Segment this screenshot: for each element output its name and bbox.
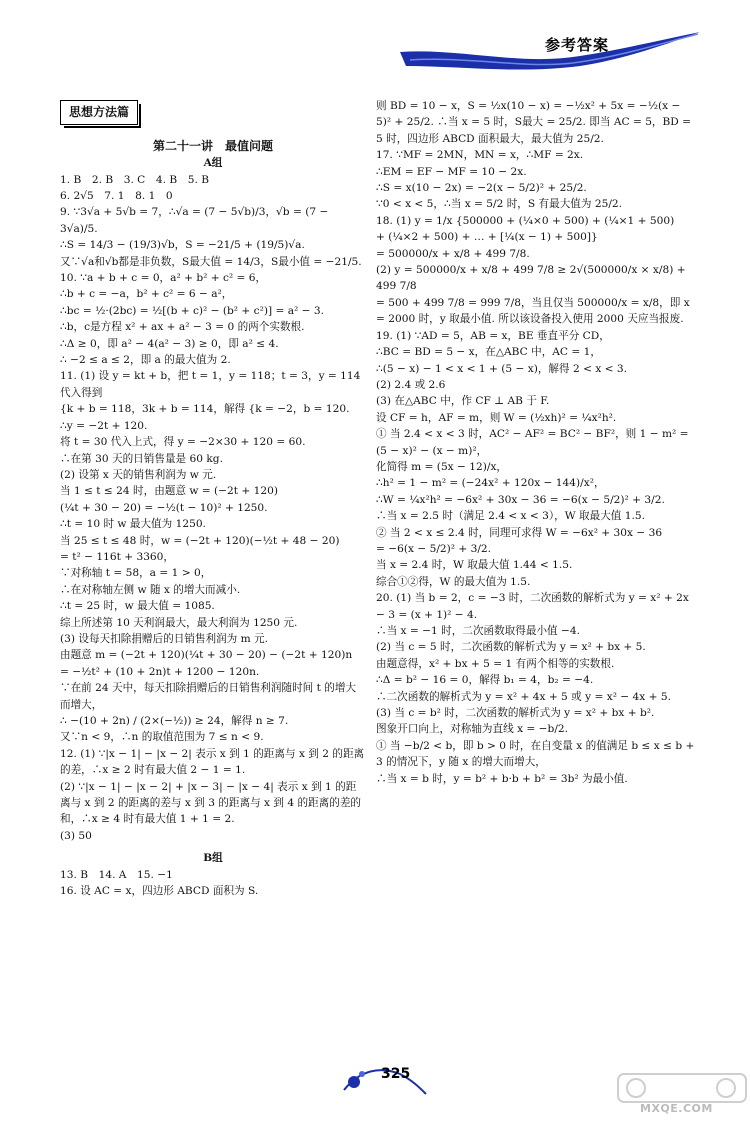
answer-line: ∴b，c是方程 x² + ax + a² − 3 = 0 的两个实数根.: [60, 321, 305, 334]
left-answers: [60, 172, 366, 845]
answer-line: ∴当 x = 2.5 时（满足 2.4 < x < 3），W 取最大值 1.5.: [376, 510, 645, 523]
answer-line: ∴在对称轴左侧 w 随 x 的增大而减小.: [60, 583, 241, 596]
answer-line: 当 x = 2.4 时，W 取最大值 1.44 < 1.5.: [376, 559, 573, 572]
answer-line: ∴ −2 ≤ a ≤ 2，即 a 的最大值为 2.: [60, 354, 231, 367]
answer-line: ∴在第 30 天的日销售量是 60 kg.: [60, 452, 223, 465]
answer-line: 20. (1) 当 b = 2，c = −3 时，二次函数的解析式为 y = x² + 2x − 3 = (x + 1)² − 4.: [376, 592, 689, 621]
lecture-title: 第二十一讲 最值问题: [152, 138, 273, 153]
answer-line: 又∵√a和√b都是非负数，S最大值 = 14/3，S最小值 = −21/5.: [60, 255, 362, 268]
right-column: [376, 98, 698, 787]
right-answers: [376, 98, 698, 787]
answer-line: ∵0 < x < 5，∴当 x = 5/2 时，S 有最大值为 25/2.: [376, 198, 623, 211]
answer-line: ① 当 −b/2 < b，即 b > 0 时，在自变量 x 的值满足 b ≤ x ≤ b + 3 的情况下，y 随 x 的增大而增大，: [376, 739, 695, 769]
answer-line: ∴二次函数的解析式为 y = x² + 4x + 5 或 y = x² − 4x + 5.: [376, 690, 671, 703]
answer-line: ∴Δ = b² − 16 = 0，解得 b₁ = 4，b₂ = −4.: [376, 674, 594, 687]
answer-line: = −½t² + (10 + 2n)t + 1200 − 120n.: [60, 665, 260, 678]
answer-line: ∴当 x = −1 时，二次函数取得最小值 −4.: [376, 625, 581, 637]
answer-line: (2) y = 500000/x + x/8 + 499 7/8 ≥ 2√(500000/x × x/8) + 499 7/8: [376, 264, 686, 293]
answer-line: 由题意得，x² + bx + 5 = 1 有两个相等的实数根.: [376, 657, 615, 670]
answer-line: 由题意 m = (−2t + 120)(¼t + 30 − 20) − (−2t + 120)n: [60, 649, 353, 662]
answer-line: 10. ∵a + b + c = 0，a² + b² + c² = 6，: [60, 272, 267, 285]
answer-line: (¼t + 30 − 20) = −½(t − 10)² + 1250.: [60, 501, 268, 514]
answer-line: 设 CF = h，AF = m，则 W = (½xh)² = ¼x²h².: [376, 411, 617, 424]
answer-line: ∴b + c = −a，b² + c² = 6 − a²，: [60, 288, 233, 301]
answer-line: ∴t = 10 时 w 最大值为 1250.: [60, 518, 206, 531]
answer-line: (2) 当 c = 5 时，二次函数的解析式为 y = x² + bx + 5.: [376, 641, 646, 654]
left-column: [60, 98, 366, 899]
answer-line: = t² − 116t + 3360，: [60, 550, 175, 563]
answer-line: 12. (1) ∵|x − 1| − |x − 2| 表示 x 到 1 的距离与 x 到 2 的距离的差，∴x ≥ 2 时有最大值 2 − 1 = 1.: [60, 747, 365, 777]
answer-line: 当 25 ≤ t ≤ 48 时，w = (−2t + 120)(−½t + 48 − 20): [60, 534, 340, 547]
answer-line: ∴W = ¼x²h² = −6x² + 30x − 36 = −6(x − 5/2)² + 3/2.: [376, 493, 665, 506]
answer-line: 图象开口向上，对称轴为直线 x = −b/2.: [376, 723, 569, 736]
answer-line: 13. B 14. A 15. −1: [60, 868, 173, 881]
section-box: 思想方法篇: [60, 100, 138, 125]
watermark-text: MXQE.COM: [640, 1102, 713, 1115]
answer-line: ① 当 2.4 < x < 3 时，AC² − AF² = BC² − BF²，则 1 − m² = (5 − x)² − (x − m)²，: [376, 428, 689, 457]
answer-line: 将 t = 30 代入上式，得 y = −2×30 + 120 = 60.: [60, 436, 306, 449]
answer-line: ∴S = x(10 − 2x) = −2(x − 5/2)² + 25/2.: [376, 182, 587, 195]
answer-line: (3) 在△ABC 中，作 CF ⊥ AB 于 F.: [376, 395, 550, 408]
answer-line: ∴t = 25 时，w 最大值 = 1085.: [60, 600, 215, 613]
header-title: 参考答案: [545, 36, 610, 54]
answer-line: 19. (1) ∵AD = 5，AB = x，BE 垂直平分 CD，: [376, 329, 610, 342]
page-number: 325: [381, 1066, 411, 1082]
answer-line: 1. B 2. B 3. C 4. B 5. B: [60, 173, 209, 186]
answer-line: (2) 设第 x 天的销售利润为 w 元.: [60, 468, 217, 481]
answer-line: (3) 当 c = b² 时，二次函数的解析式为 y = x² + bx + b².: [376, 707, 655, 720]
answer-line: ② 当 2 < x ≤ 2.4 时，同理可求得 W = −6x² + 30x − 36: [376, 526, 663, 539]
answer-line: ∴(5 − x) − 1 < x < 1 + (5 − x)，解得 2 < x < 3.: [376, 362, 628, 375]
group-a-heading: A组: [203, 157, 223, 170]
answer-line: + (¼×2 + 500) + … + [¼(x − 1) + 500]}: [376, 231, 598, 244]
left-answers-b: [60, 867, 366, 900]
answer-line: ∴Δ ≥ 0，即 a² − 4(a² − 3) ≥ 0，即 a² ≤ 4.: [60, 337, 279, 350]
answer-line: ∴ −(10 + 2n) / (2×(−½)) ≥ 24，解得 n ≥ 7.: [60, 715, 289, 727]
answer-line: 18. (1) y = 1/x {500000 + (¼×0 + 500) + (¼×1 + 500): [376, 214, 675, 227]
answer-line: 则 BD = 10 − x，S = ½x(10 − x) = −½x² + 5x = −½(x − 5)² + 25/2. ∴当 x = 5 时，S最大 = 25/2. 即当 AC = 5，BD = 5 时，四边形 ABCD 面积最大，最大值为 25/2.: [376, 100, 692, 145]
answer-line: ∴EM = EF − MF = 10 − 2x.: [376, 165, 527, 178]
answer-line: 17. ∵MF = 2MN，MN = x，∴MF = 2x.: [376, 149, 584, 162]
answer-line: 综上所述第 10 天利润最大，最大利润为 1250 元.: [60, 616, 298, 629]
answer-line: 综合①②得，W 的最大值为 1.5.: [376, 575, 531, 588]
answer-line: ∴BC = BD = 5 − x，在△ABC 中，AC = 1，: [376, 346, 601, 359]
answer-line: (2) ∵|x − 1| − |x − 2| + |x − 3| − |x − 4| 表示 x 到 1 的距离与 x 到 2 的距离的差与 x 到 3 的距离与 x 到 4 的距离的差的和，∴x ≥ 4 时有最大值 1 + 1 = 2.: [60, 780, 362, 826]
answer-line: 化简得 m = (5x − 12)/x，: [376, 460, 508, 473]
answer-line: (2) 2.4 或 2.6: [376, 378, 446, 391]
answer-line: = 500 + 499 7/8 = 999 7/8，当且仅当 500000/x = x/8，即 x = 2000 时，y 取最小值. 所以该设备投入使用 2000 天应当报废.: [376, 296, 690, 326]
answer-line: ∴S = 14/3 − (19/3)√b，S = −21/5 + (19/5)√a.: [60, 239, 305, 252]
answer-line: ∴当 x = b 时，y = b² + b·b + b² = 3b² 为最小值.: [376, 772, 628, 785]
answer-line: 6. 2√5 7. 1 8. 1 0: [60, 190, 173, 202]
answer-line: ∴bc = ½·(2bc) = ½[(b + c)² − (b² + c²)] = a² − 3.: [60, 304, 324, 317]
answer-line: = −6(x − 5/2)² + 3/2.: [376, 542, 492, 555]
answer-line: ∴y = −2t + 120.: [60, 419, 148, 432]
answer-line: 当 1 ≤ t ≤ 24 时，由题意 w = (−2t + 120): [60, 485, 279, 498]
answer-line: 又∵n < 9，∴n 的取值范围为 7 ≤ n < 9.: [60, 731, 264, 744]
answer-line: (3) 设每天扣除捐赠后的日销售利润为 m 元.: [60, 632, 269, 645]
answer-line: ∴h² = 1 − m² = (−24x² + 120x − 144)/x²，: [376, 477, 605, 490]
answer-line: = 500000/x + x/8 + 499 7/8.: [376, 247, 530, 260]
answer-line: (3) 50: [60, 829, 92, 842]
answer-line: 9. ∵3√a + 5√b = 7，∴√a = (7 − 5√b)/3，√b = (7 − 3√a)/5.: [60, 206, 329, 235]
answer-line: ∵对称轴 t = 58，a = 1 > 0，: [60, 567, 212, 580]
answer-line: ∵在前 24 天中，每天扣除捐赠后的日销售利润随时间 t 的增大而增大，: [60, 682, 357, 711]
answer-line: 16. 设 AC = x，四边形 ABCD 面积为 S.: [60, 885, 259, 898]
answer-line: 11. (1) 设 y = kt + b，把 t = 1，y = 118；t = 3，y = 114 代入得到: [60, 370, 361, 399]
group-b-heading: B组: [203, 852, 223, 865]
answer-line: {k + b = 118，3k + b = 114，解得 {k = −2，b = 120.: [60, 403, 350, 416]
